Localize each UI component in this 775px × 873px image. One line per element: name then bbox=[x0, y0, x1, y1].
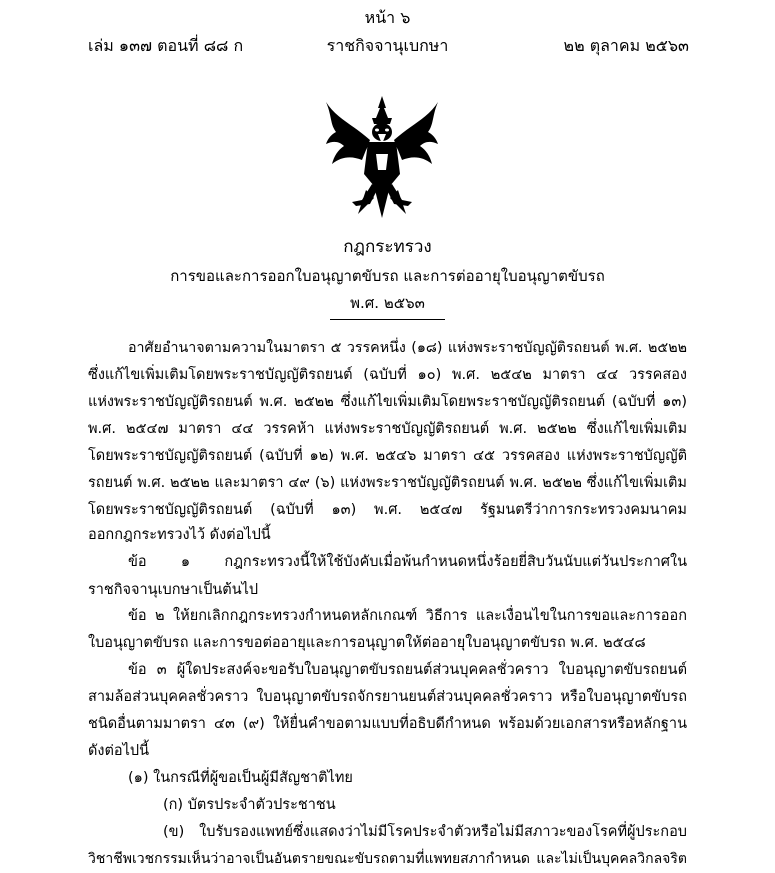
text-line: สามล้อส่วนบุคคลชั่วคราว ใบอนุญาตขับรถจักรยานยนต์ส่วนบุคคลชั่วคราว หรือใบอนุญาตขับรถ bbox=[88, 689, 687, 705]
text-line: ออกกฎกระทรวงไว้ ดังต่อไปนี้ bbox=[88, 527, 271, 543]
document-subtitle: การขอและการออกใบอนุญาตขับรถ และการต่ออายุใบอนุญาตขับรถ bbox=[170, 267, 605, 285]
text-line: รถยนต์ พ.ศ. ๒๕๒๒ และมาตรา ๔๙ (๖) แห่งพระราชบัญญัติรถยนต์ พ.ศ. ๒๕๒๒ ซึ่งแก้ไขเพิ่มเติม bbox=[88, 475, 687, 491]
text-line: (ก) บัตรประจำตัวประชาชน bbox=[163, 797, 336, 813]
text-line: ข้อ ๒ ให้ยกเลิกกฎกระทรวงกำหนดหลักเกณฑ์ วิธีการ และเงื่อนไขในการขอและการออก bbox=[128, 608, 687, 624]
text-line: (๑) ในกรณีที่ผู้ขอเป็นผู้มีสัญชาติไทย bbox=[128, 770, 353, 786]
text-line: โดยพระราชบัญญัติรถยนต์ (ฉบับที่ ๑๒) พ.ศ. ๒๕๔๖ มาตรา ๔๕ วรรคสอง แห่งพระราชบัญญัติ bbox=[88, 448, 687, 464]
text-line: ราชกิจจานุเบกษาเป็นต้นไป bbox=[88, 582, 259, 598]
garuda-emblem-icon bbox=[322, 94, 442, 222]
text-line: อาศัยอำนาจตามความในมาตรา ๕ วรรคหนึ่ง (๑๘) แห่งพระราชบัญญัติรถยนต์ พ.ศ. ๒๕๒๒ bbox=[128, 340, 687, 356]
document-year: พ.ศ. ๒๕๖๓ bbox=[350, 294, 425, 312]
text-line: แห่งพระราชบัญญัติรถยนต์ พ.ศ. ๒๕๒๒ ซึ่งแก้ไขเพิ่มเติมโดยพระราชบัญญัติรถยนต์ (ฉบับที่ ๑๓) bbox=[88, 394, 687, 410]
document-title: กฎกระทรวง bbox=[343, 237, 432, 257]
title-divider bbox=[330, 319, 445, 320]
text-line: ชนิดอื่นตามมาตรา ๔๓ (๙) ให้ยื่นคำขอตามแบบที่อธิบดีกำหนด พร้อมด้วยเอกสารหรือหลักฐาน bbox=[88, 716, 687, 732]
text-line: วิชาชีพเวชกรรมเห็นว่าอาจเป็นอันตรายขณะขับรถตามที่แพทยสภากำหนด และไม่เป็นบุคคลวิกลจริต bbox=[88, 851, 687, 867]
text-line: พ.ศ. ๒๕๔๗ มาตรา ๔๔ วรรคห้า แห่งพระราชบัญญัติรถยนต์ พ.ศ. ๒๕๒๒ ซึ่งแก้ไขเพิ่มเติม bbox=[88, 421, 687, 437]
text-line: ข้อ ๑ กฎกระทรวงนี้ให้ใช้บังคับเมื่อพ้นกำหนดหนึ่งร้อยยี่สิบวันนับแต่วันประกาศใน bbox=[128, 554, 687, 570]
volume-issue: เล่ม ๑๓๗ ตอนที่ ๘๘ ก bbox=[88, 36, 244, 55]
text-line: ซึ่งแก้ไขเพิ่มเติมโดยพระราชบัญญัติรถยนต์ (ฉบับที่ ๑๐) พ.ศ. ๒๕๔๒ มาตรา ๔๔ วรรคสอง bbox=[88, 367, 687, 383]
text-line: ใบอนุญาตขับรถ และการขอต่ออายุและการอนุญาตให้ต่ออายุใบอนุญาตขับรถ พ.ศ. ๒๕๔๘ bbox=[88, 635, 646, 651]
page-number: หน้า ๖ bbox=[364, 8, 411, 27]
publication-date: ๒๒ ตุลาคม ๒๕๖๓ bbox=[563, 36, 689, 55]
text-line: ดังต่อไปนี้ bbox=[88, 743, 150, 759]
publication-name: ราชกิจจานุเบกษา bbox=[326, 36, 449, 55]
text-line: ข้อ ๓ ผู้ใดประสงค์จะขอรับใบอนุญาตขับรถยนต์ส่วนบุคคลชั่วคราว ใบอนุญาตขับรถยนต์ bbox=[128, 662, 687, 678]
text-line: (ข) ใบรับรองแพทย์ซึ่งแสดงว่าไม่มีโรคประจำตัวหรือไม่มีสภาวะของโรคที่ผู้ประกอบ bbox=[163, 824, 687, 840]
text-line: โดยพระราชบัญญัติรถยนต์ (ฉบับที่ ๑๓) พ.ศ. ๒๕๔๗ รัฐมนตรีว่าการกระทรวงคมนาคม bbox=[88, 502, 687, 518]
